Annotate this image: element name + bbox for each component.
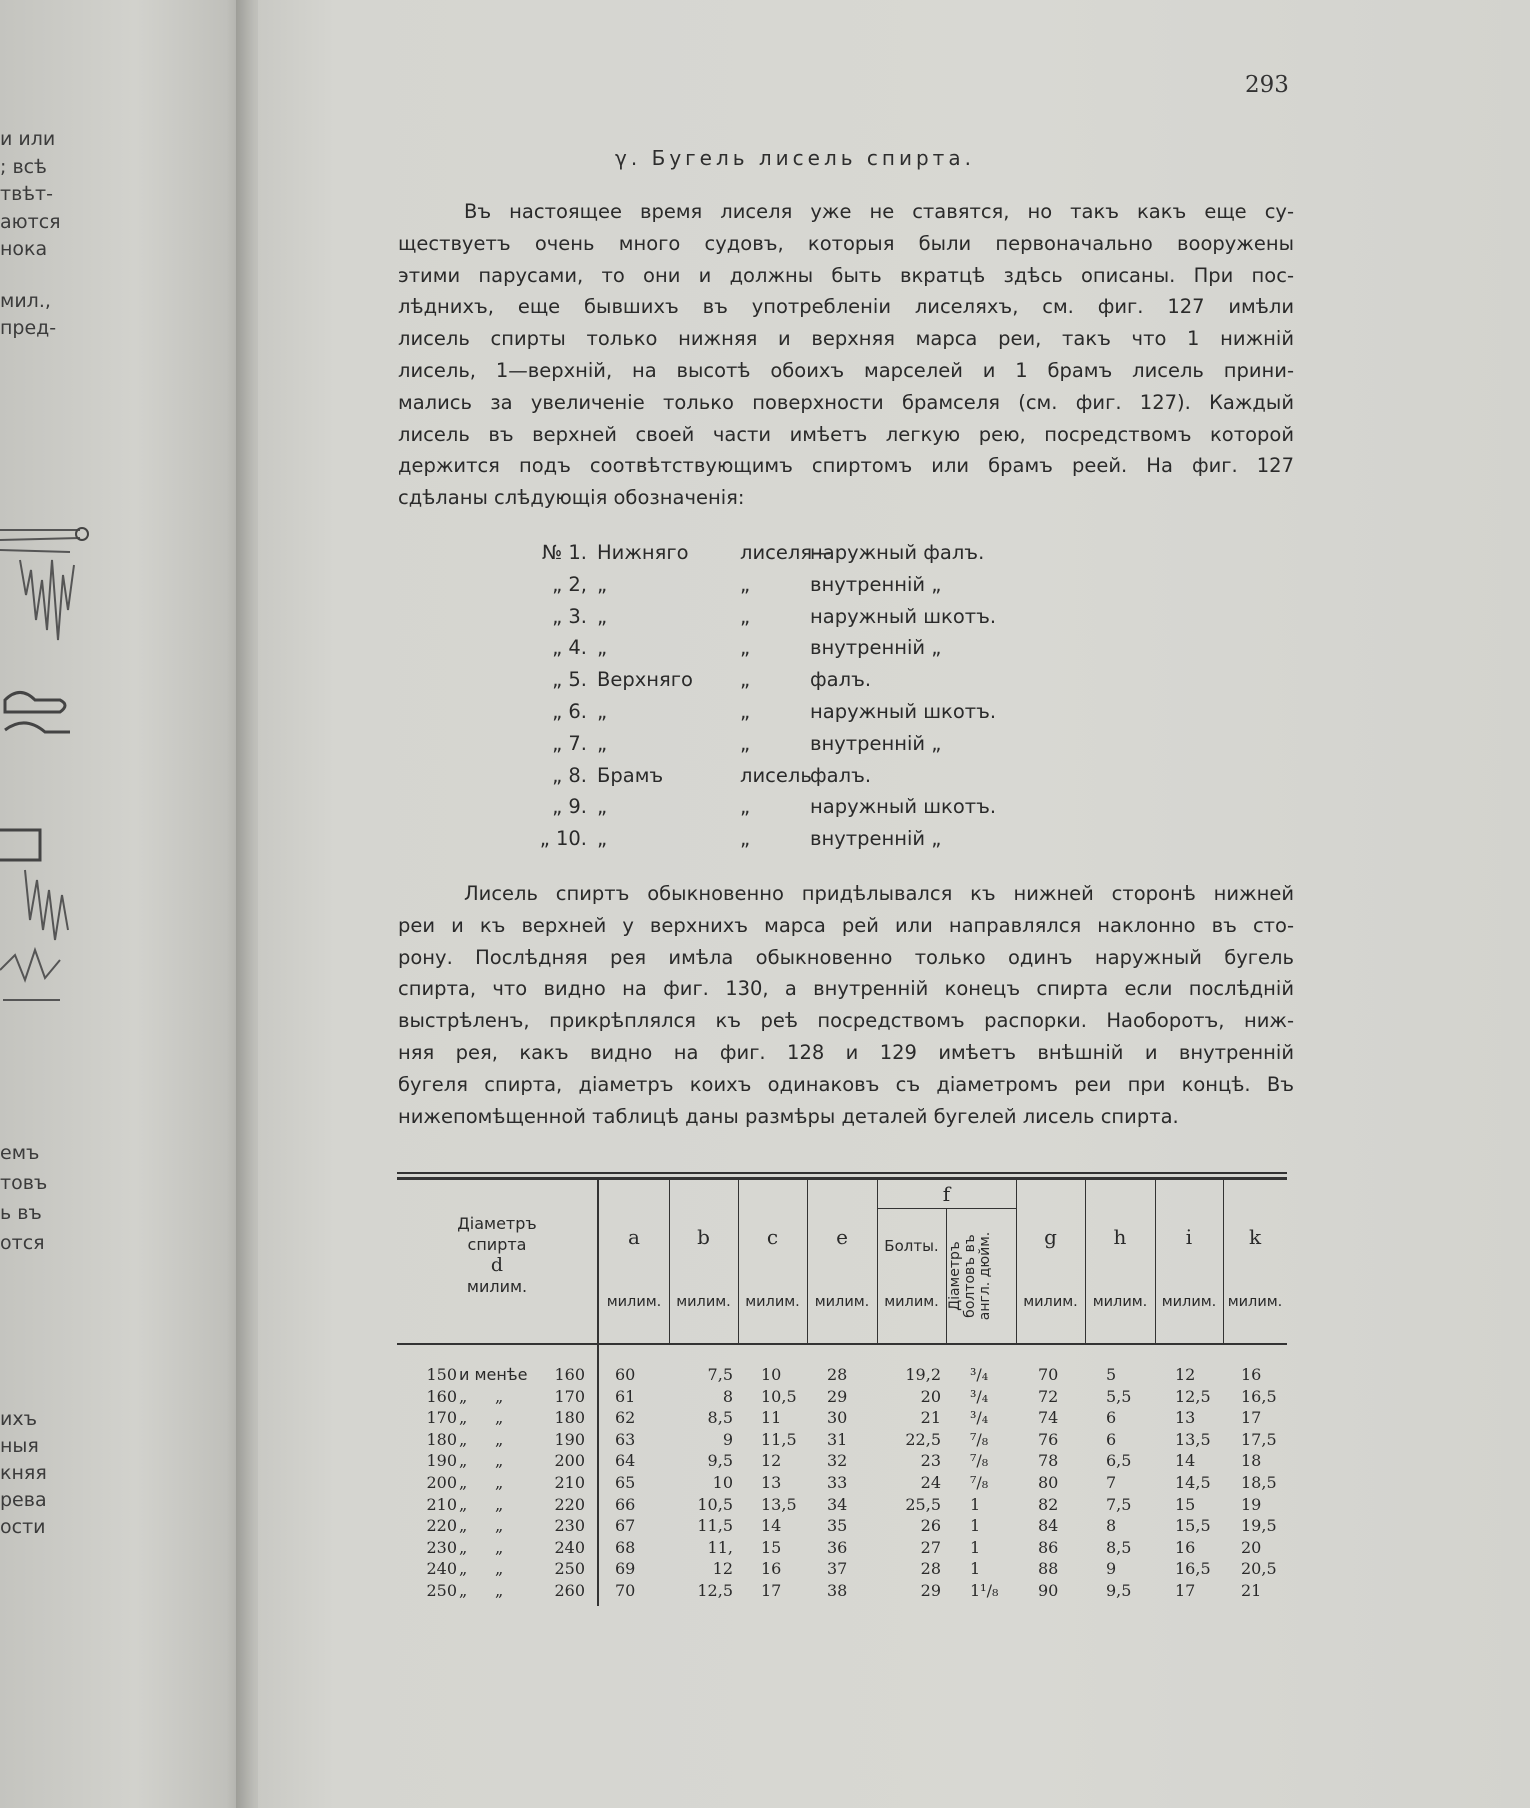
table-cell-b: 11, [707, 1537, 733, 1557]
table-cell-e: 36 [827, 1537, 848, 1557]
table-cell-g: 80 [1038, 1472, 1059, 1492]
column-divider [1016, 1180, 1017, 1343]
unit-label: милим. [745, 1294, 800, 1310]
table-cell-sep: „ [459, 1559, 468, 1579]
table-cell-from: 160 [426, 1386, 457, 1406]
table-cell-k: 18,5 [1241, 1472, 1277, 1492]
table-cell-a: 62 [615, 1408, 636, 1428]
paragraph-line: выстрѣленъ, прикрѣплялся къ реѣ посредствомъ распорки. Наоборотъ, ниж- [398, 1009, 1294, 1033]
table-cell-h: 8 [1106, 1516, 1117, 1536]
legend-number: „ 4. [552, 636, 587, 660]
table-cell-k: 19,5 [1241, 1516, 1277, 1536]
header-col-c: c [766, 1225, 779, 1249]
table-cell-inch: ³/₄ [970, 1386, 989, 1406]
table-cell-sep: „ [459, 1429, 468, 1449]
legend-part: „ [597, 699, 608, 723]
left-page-fragment: аются [0, 210, 61, 233]
column-divider [738, 1180, 739, 1343]
table-cell-sep2: „ [495, 1537, 504, 1557]
paragraph-line: лисель въ верхней своей части имѣетъ легкую рею, посредствомъ которой [398, 422, 1294, 446]
table-cell-bolts: 29 [920, 1580, 941, 1600]
unit-label: милим. [606, 1294, 662, 1310]
table-cell-to: 170 [554, 1386, 585, 1406]
table-cell-from: 170 [426, 1408, 457, 1428]
table-cell-b: 9,5 [707, 1451, 733, 1471]
table-cell-b: 12,5 [697, 1580, 733, 1600]
table-cell-sep2: „ [495, 1559, 504, 1579]
table-cell-k: 18 [1241, 1451, 1262, 1471]
table-cell-inch: ⁷/₈ [970, 1451, 989, 1471]
table-cell-bolts: 27 [920, 1537, 941, 1557]
paragraph-description [398, 878, 1294, 1132]
table-cell-a: 70 [615, 1580, 636, 1600]
table-cell-sep2: „ [495, 1451, 504, 1471]
table-cell-i: 12 [1175, 1365, 1196, 1384]
table-cell-k: 17 [1241, 1408, 1262, 1428]
table-cell-to: 200 [554, 1451, 585, 1471]
header-diameter-line: d [490, 1254, 504, 1276]
table-cell-to: 260 [554, 1580, 585, 1600]
table-cell-k: 20,5 [1241, 1559, 1277, 1579]
table-cell-i: 17 [1175, 1580, 1196, 1600]
table-cell-g: 90 [1038, 1580, 1059, 1600]
table-cell-i: 16,5 [1175, 1559, 1211, 1579]
left-page-fragment: ь въ [0, 1202, 42, 1224]
header-f-inch-diameter: Діаметръ болтовъ въ англ. дюйм. [947, 1231, 993, 1321]
table-cell-sep: „ [459, 1386, 468, 1406]
legend-part: „ [740, 699, 751, 723]
table-cell-sep: „ [459, 1472, 468, 1492]
table-cell-sep: „ [459, 1537, 468, 1557]
table-cell-c: 11,5 [761, 1429, 797, 1449]
table-cell-sep: „ [459, 1494, 468, 1514]
table-cell-inch: 1¹/₈ [970, 1580, 999, 1600]
legend-number: „ 6. [552, 699, 587, 723]
paragraph-line: лисель, 1—верхній, на высотѣ обоихъ марселей и 1 брамъ лисель прини- [398, 358, 1294, 382]
table-cell-h: 6 [1106, 1429, 1117, 1449]
dimensions-table [397, 1168, 1287, 1608]
unit-label: милим. [1092, 1294, 1148, 1310]
header-col-h: h [1113, 1225, 1127, 1249]
header-diameter-line: Діаметръ [457, 1214, 537, 1233]
legend-rope: наружный фалъ. [810, 541, 985, 564]
legend-part: „ [597, 636, 608, 660]
table-cell-a: 60 [615, 1365, 636, 1384]
table-cell-i: 16 [1175, 1537, 1196, 1557]
legend-part: Нижняго [597, 541, 689, 564]
table-cell-c: 10 [761, 1365, 782, 1384]
legend-rope: фалъ. [810, 668, 872, 692]
column-divider [1223, 1180, 1224, 1343]
table-top-double-rule [397, 1177, 1287, 1180]
legend-number: „ 3. [552, 604, 587, 628]
table-cell-k: 21 [1241, 1580, 1262, 1600]
table-cell-i: 12,5 [1175, 1386, 1211, 1406]
table-cell-e: 31 [827, 1429, 848, 1449]
table-cell-e: 32 [827, 1451, 848, 1471]
table-row [397, 1537, 1287, 1559]
header-f-bolts: Болты. [884, 1237, 939, 1255]
table-cell-h: 5,5 [1106, 1386, 1132, 1406]
legend-number: № 1. [541, 541, 587, 564]
left-page-fragment: пред- [0, 317, 57, 339]
table-cell-b: 7,5 [707, 1365, 733, 1384]
table-cell-b: 10,5 [697, 1494, 733, 1514]
header-diameter [417, 1213, 577, 1297]
f-subheader-rule [877, 1208, 1016, 1209]
table-body [397, 1364, 1287, 1602]
legend-part: „ [740, 731, 751, 755]
unit-label: милим. [1023, 1294, 1078, 1310]
table-cell-bolts: 19,2 [905, 1365, 941, 1384]
table-cell-i: 15,5 [1175, 1516, 1211, 1536]
header-col-k: k [1248, 1225, 1262, 1249]
table-cell-h: 7,5 [1106, 1494, 1132, 1514]
unit-label: милим. [1227, 1294, 1283, 1310]
table-cell-bolts: 20 [920, 1386, 941, 1406]
table-cell-a: 69 [615, 1559, 636, 1579]
table-cell-k: 20 [1241, 1537, 1262, 1557]
table-cell-sep: „ [459, 1408, 468, 1428]
table-cell-sep2: „ [495, 1408, 504, 1428]
table-cell-g: 70 [1038, 1365, 1059, 1384]
table-cell-g: 82 [1038, 1494, 1059, 1514]
legend-part: „ [740, 795, 751, 819]
table-cell-h: 9,5 [1106, 1580, 1132, 1600]
paragraph-line: бугеля спирта, діаметръ коихъ одинаковъ съ діаметромъ реи при концѣ. Въ [398, 1072, 1294, 1096]
table-cell-b: 10 [712, 1472, 733, 1492]
left-page-fragment: емъ [0, 1142, 40, 1164]
paragraph-line: нижепомѣщенной таблицѣ даны размѣры деталей бугелей лисель спирта. [398, 1104, 1179, 1128]
table-row [397, 1429, 1287, 1451]
table-cell-a: 64 [615, 1451, 636, 1471]
table-cell-h: 6,5 [1106, 1451, 1132, 1471]
legend-rope: наружный шкотъ. [810, 795, 997, 819]
legend-rope: фалъ. [810, 763, 872, 787]
paragraph-intro [398, 196, 1294, 514]
table-row [397, 1407, 1287, 1429]
table-cell-a: 67 [615, 1516, 636, 1536]
table-cell-sep2: „ [495, 1386, 504, 1406]
table-cell-sep2: „ [495, 1494, 504, 1514]
unit-label: милим. [676, 1294, 731, 1310]
left-page-fragment: рева [0, 1489, 47, 1511]
paragraph-line: мались за увеличеніе только поверхности брамселя (см. фиг. 127). Каждый [398, 390, 1294, 414]
table-cell-b: 12 [712, 1559, 733, 1579]
table-cell-from: 210 [426, 1494, 457, 1514]
table-cell-inch: 1 [970, 1494, 981, 1514]
paragraph-line: реи и къ верхней у верхнихъ марса рей или направлялся наклонно въ сто- [398, 913, 1294, 937]
header-col-e: e [836, 1225, 848, 1249]
paragraph-line: лисель спирты только нижняя и верхняя марса реи, такъ что 1 нижній [398, 327, 1294, 351]
paragraph-line: держится подъ соотвѣтствующимъ спиртомъ или брамъ реей. На фиг. 127 [398, 454, 1294, 478]
table-cell-e: 35 [827, 1516, 848, 1536]
legend-rope: внутренній „ [810, 827, 942, 851]
paragraph-line: спирта, что видно на фиг. 130, а внутренній конецъ спирта если послѣдній [398, 977, 1294, 1001]
left-page-figure-sketch [0, 500, 110, 1020]
legend-part: „ [740, 572, 751, 596]
table-cell-g: 74 [1038, 1408, 1059, 1428]
table-cell-inch: 1 [970, 1559, 981, 1579]
table-cell-sep: „ [459, 1451, 468, 1471]
legend-part: „ [740, 668, 751, 692]
left-page-fragment: ; всѣ [0, 155, 47, 178]
legend-rope: внутренній „ [810, 572, 942, 596]
table-cell-h: 9 [1106, 1559, 1117, 1579]
table-cell-inch: ⁷/₈ [970, 1429, 989, 1449]
header-diameter-line: милим. [466, 1277, 528, 1296]
table-cell-a: 61 [615, 1386, 636, 1406]
header-diameter-line: спирта [467, 1235, 527, 1254]
table-cell-g: 76 [1038, 1429, 1059, 1449]
legend-part: Верхняго [597, 668, 693, 692]
left-page-fragment: княя [0, 1462, 47, 1484]
table-cell-sep2: „ [495, 1516, 504, 1536]
table-cell-e: 38 [827, 1580, 848, 1600]
left-page-fragment: ихъ [0, 1408, 38, 1430]
paragraph-line: этими парусами, то они и должны быть вкратцѣ здѣсь описаны. При пос- [398, 263, 1294, 287]
table-cell-to: 220 [554, 1494, 585, 1514]
unit-label: милим. [884, 1294, 939, 1310]
table-cell-from: 250 [426, 1580, 457, 1600]
legend-number: „ 7. [552, 731, 587, 755]
header-col-g: g [1044, 1225, 1057, 1249]
table-row [397, 1515, 1287, 1537]
legend-part: „ [597, 572, 608, 596]
left-page-fragment: и или [0, 128, 56, 150]
table-cell-c: 17 [761, 1580, 782, 1600]
legend-number: „ 9. [552, 795, 587, 819]
legend-number: „ 5. [552, 668, 587, 692]
table-cell-k: 19 [1241, 1494, 1262, 1514]
table-cell-c: 13,5 [761, 1494, 797, 1514]
paragraph-line: рону. Послѣдняя рея имѣла обыкновенно только одинъ наружный бугель [398, 945, 1294, 969]
table-cell-g: 72 [1038, 1386, 1059, 1406]
table-cell-c: 13 [761, 1472, 782, 1492]
header-col-a: a [628, 1225, 640, 1249]
header-col-f: f [942, 1182, 951, 1206]
table-cell-h: 8,5 [1106, 1537, 1132, 1557]
table-cell-from: 150 [426, 1365, 457, 1384]
column-divider [1155, 1180, 1156, 1343]
table-cell-b: 8,5 [707, 1408, 733, 1428]
legend-part: „ [597, 731, 608, 755]
table-cell-e: 28 [827, 1365, 848, 1384]
table-cell-i: 13,5 [1175, 1429, 1211, 1449]
table-cell-i: 13 [1175, 1408, 1196, 1428]
legend-part: „ [597, 795, 608, 819]
legend-number: „ 2, [552, 572, 587, 596]
table-cell-sep2: „ [495, 1429, 504, 1449]
table-cell-to: 250 [554, 1559, 585, 1579]
legend-number: „ 10. [539, 827, 587, 851]
table-cell-c: 11 [761, 1408, 782, 1428]
table-cell-to: 240 [554, 1537, 585, 1557]
left-page-fragment: твѣт- [0, 183, 53, 205]
left-page-edge [0, 0, 246, 1808]
table-row [397, 1450, 1287, 1472]
left-page-fragment: товъ [0, 1172, 48, 1194]
table-cell-inch: ³/₄ [970, 1408, 989, 1428]
table-cell-b: 9 [722, 1429, 733, 1449]
table-cell-b: 11,5 [697, 1516, 733, 1536]
table-cell-bolts: 22,5 [905, 1429, 941, 1449]
table-cell-to: 210 [554, 1472, 585, 1492]
table-cell-inch: ⁷/₈ [970, 1472, 989, 1492]
table-cell-e: 34 [827, 1494, 848, 1514]
table-cell-k: 17,5 [1241, 1429, 1277, 1449]
table-cell-i: 14,5 [1175, 1472, 1211, 1492]
table-cell-e: 29 [827, 1386, 848, 1406]
table-cell-e: 37 [827, 1559, 848, 1579]
column-divider [1085, 1180, 1086, 1343]
table-cell-a: 68 [615, 1537, 636, 1557]
table-cell-a: 63 [615, 1429, 636, 1449]
table-cell-bolts: 23 [920, 1451, 941, 1471]
table-cell-h: 6 [1106, 1408, 1117, 1428]
table-row [397, 1580, 1287, 1602]
table-cell-c: 16 [761, 1559, 782, 1579]
table-cell-bolts: 25,5 [905, 1494, 941, 1514]
table-cell-from: 220 [426, 1516, 457, 1536]
table-cell-g: 86 [1038, 1537, 1059, 1557]
left-page-fragment: ости [0, 1516, 46, 1538]
table-cell-bolts: 24 [920, 1472, 941, 1492]
table-row [397, 1364, 1287, 1386]
paragraph-line: Въ настоящее время лиселя уже не ставятся, но такъ какъ еще су- [464, 200, 1294, 223]
legend-part: „ [597, 604, 608, 628]
table-cell-sep: и менѣе [459, 1365, 528, 1384]
table-cell-g: 84 [1038, 1516, 1059, 1536]
header-col-b: b [697, 1225, 710, 1249]
left-page-fragment: отся [0, 1232, 45, 1254]
table-cell-bolts: 21 [920, 1408, 941, 1428]
table-cell-a: 66 [615, 1494, 636, 1514]
table-cell-sep: „ [459, 1580, 468, 1600]
table-cell-bolts: 28 [920, 1559, 941, 1579]
legend-rope: внутренній „ [810, 636, 942, 660]
table-cell-from: 230 [426, 1537, 457, 1557]
legend-part: „ [740, 827, 751, 851]
left-page-fragment: ныя [0, 1435, 39, 1457]
paragraph-line: лѣднихъ, еще бывшихъ въ употребленіи лиселяхъ, см. фиг. 127 имѣли [398, 295, 1294, 319]
table-cell-bolts: 26 [920, 1516, 941, 1536]
unit-label: милим. [814, 1294, 870, 1310]
table-cell-inch: 1 [970, 1537, 981, 1557]
paragraph-line: няя рея, какъ видно на фиг. 128 и 129 имѣетъ внѣшній и внутренній [398, 1040, 1294, 1064]
table-cell-k: 16,5 [1241, 1386, 1277, 1406]
table-row [397, 1472, 1287, 1494]
paragraph-line: ществуетъ очень много судовъ, которыя были первоначально вооружены [398, 231, 1294, 255]
header-col-i: i [1185, 1225, 1193, 1249]
table-cell-a: 65 [615, 1472, 636, 1492]
table-cell-h: 7 [1106, 1472, 1117, 1492]
table-cell-inch: 1 [970, 1516, 981, 1536]
table-row [397, 1494, 1287, 1516]
table-header-bottom-rule [397, 1343, 1287, 1345]
table-cell-sep2: „ [495, 1580, 504, 1600]
table-cell-sep: „ [459, 1516, 468, 1536]
table-cell-from: 180 [426, 1429, 457, 1449]
legend-rope: наружный шкотъ. [810, 699, 997, 723]
table-cell-c: 12 [761, 1451, 782, 1471]
paragraph-line: Лисель спиртъ обыкновенно придѣлывался къ нижней сторонѣ нижней [464, 882, 1294, 905]
left-page-fragment: нока [0, 238, 48, 260]
table-cell-from: 240 [426, 1559, 457, 1579]
table-cell-from: 200 [426, 1472, 457, 1492]
table-cell-c: 10,5 [761, 1386, 797, 1406]
table-row [397, 1386, 1287, 1408]
table-cell-g: 88 [1038, 1559, 1059, 1579]
table-cell-c: 14 [761, 1516, 782, 1536]
table-cell-h: 5 [1106, 1365, 1117, 1384]
table-cell-c: 15 [761, 1537, 782, 1557]
column-divider [807, 1180, 808, 1343]
table-cell-from: 190 [426, 1451, 457, 1471]
legend-part: Брамъ [597, 763, 664, 787]
table-cell-sep2: „ [495, 1472, 504, 1492]
legend-part: „ [740, 604, 751, 628]
legend-part: „ [740, 636, 751, 660]
table-cell-i: 14 [1175, 1451, 1196, 1471]
legend-rope: внутренній „ [810, 731, 942, 755]
page-number: 293 [1245, 72, 1289, 98]
legend-part: лиселя— [740, 541, 832, 564]
table-cell-i: 15 [1175, 1494, 1196, 1514]
table-cell-to: 190 [554, 1429, 585, 1449]
section-title: γ. Бугель лисель спирта. [615, 146, 975, 170]
table-cell-k: 16 [1241, 1365, 1262, 1384]
column-divider [669, 1180, 670, 1343]
unit-label: милим. [1161, 1294, 1217, 1310]
table-cell-to: 230 [554, 1516, 585, 1536]
table-cell-to: 160 [554, 1365, 585, 1384]
table-cell-g: 78 [1038, 1451, 1059, 1471]
paragraph-line: сдѣланы слѣдующія обозначенія: [398, 486, 745, 510]
table-row [397, 1558, 1287, 1580]
table-cell-to: 180 [554, 1408, 585, 1428]
table-cell-b: 8 [722, 1386, 733, 1406]
legend-part: лисель [740, 763, 812, 787]
legend-number: „ 8. [552, 763, 587, 787]
table-cell-e: 33 [827, 1472, 848, 1492]
table-cell-inch: ³/₄ [970, 1365, 989, 1384]
table-cell-e: 30 [827, 1408, 848, 1428]
left-page-fragment: мил., [0, 289, 51, 312]
table-top-double-rule [397, 1172, 1287, 1174]
legend-rope: наружный шкотъ. [810, 604, 997, 628]
legend-part: „ [597, 827, 608, 851]
